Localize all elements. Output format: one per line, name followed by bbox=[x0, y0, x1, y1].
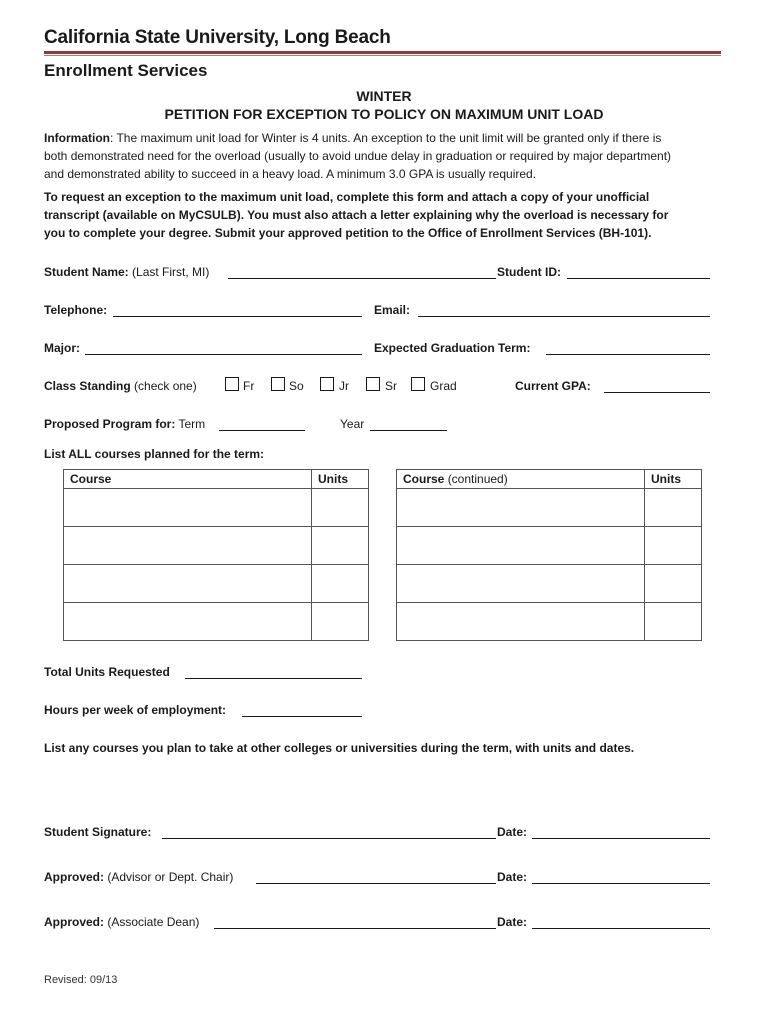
advisor-approval-label-group bbox=[44, 870, 233, 884]
table-row bbox=[397, 565, 702, 603]
student-signature-label: Student Signature: bbox=[44, 825, 152, 839]
table-row bbox=[64, 527, 369, 565]
total-units-label: Total Units Requested bbox=[44, 665, 170, 679]
year-label: Year bbox=[340, 417, 365, 431]
department-name: Enrollment Services bbox=[44, 61, 208, 80]
course-cell[interactable] bbox=[64, 527, 312, 565]
units-cell[interactable] bbox=[312, 603, 369, 641]
student-id-label: Student ID: bbox=[497, 265, 561, 279]
standing-sr-checkbox[interactable] bbox=[366, 377, 380, 391]
other-courses-area[interactable] bbox=[44, 760, 710, 810]
course-cell[interactable] bbox=[64, 489, 312, 527]
student-date-label: Date: bbox=[497, 825, 528, 839]
courses-table-right bbox=[396, 469, 702, 641]
table-row bbox=[397, 603, 702, 641]
email-field[interactable] bbox=[418, 303, 710, 317]
units-cell[interactable] bbox=[645, 565, 702, 603]
information-label: Information bbox=[44, 131, 110, 145]
student-id-field[interactable] bbox=[567, 265, 710, 279]
course-cell[interactable] bbox=[397, 603, 645, 641]
information-line-2: both demonstrated need for the overload (usually to avoid undue delay in graduation or required by major department) bbox=[44, 149, 672, 163]
units-cell[interactable] bbox=[312, 489, 369, 527]
units-cell[interactable] bbox=[645, 527, 702, 565]
major-field[interactable] bbox=[85, 341, 362, 355]
student-signature-field[interactable] bbox=[162, 825, 496, 839]
course-column-header: Course bbox=[64, 470, 312, 489]
instructions-paragraph bbox=[44, 188, 724, 242]
telephone-label: Telephone: bbox=[44, 303, 108, 317]
revised-date: Revised: 09/13 bbox=[44, 974, 118, 986]
course-continued-hint: (continued) bbox=[447, 472, 508, 486]
student-name-hint: (Last First, MI) bbox=[132, 265, 210, 279]
student-date-field[interactable] bbox=[532, 825, 710, 839]
class-standing-label-group bbox=[44, 379, 197, 393]
course-continued-label: Course bbox=[403, 472, 445, 486]
grad-term-field[interactable] bbox=[546, 341, 710, 355]
dean-date-field[interactable] bbox=[532, 915, 710, 929]
advisor-approved-label: Approved: bbox=[44, 870, 104, 884]
instructions-line-2: transcript (available on MyCSULB). You must also attach a letter explaining why the overload is necessary for bbox=[44, 208, 669, 222]
advisor-date-label: Date: bbox=[497, 870, 528, 884]
term-label: Term bbox=[178, 417, 206, 431]
standing-jr-label: Jr bbox=[339, 379, 349, 393]
university-name: California State University, Long Beach bbox=[44, 27, 391, 48]
standing-so-label: So bbox=[289, 379, 304, 393]
units-cell[interactable] bbox=[312, 565, 369, 603]
table-row bbox=[64, 489, 369, 527]
units-cell[interactable] bbox=[645, 603, 702, 641]
units-cell[interactable] bbox=[645, 489, 702, 527]
standing-so-checkbox[interactable] bbox=[271, 377, 285, 391]
form-term: WINTER bbox=[356, 88, 412, 104]
dean-signature-field[interactable] bbox=[214, 915, 496, 929]
standing-fr-checkbox[interactable] bbox=[225, 377, 239, 391]
class-standing-hint: (check one) bbox=[134, 379, 197, 393]
grad-term-label: Expected Graduation Term: bbox=[374, 341, 531, 355]
table-row bbox=[64, 565, 369, 603]
units-cell[interactable] bbox=[312, 527, 369, 565]
units-column-header: Units bbox=[312, 470, 369, 489]
course-cell[interactable] bbox=[397, 565, 645, 603]
course-cell[interactable] bbox=[397, 527, 645, 565]
student-name-label: Student Name: bbox=[44, 265, 129, 279]
information-paragraph bbox=[44, 129, 724, 183]
table-row bbox=[397, 489, 702, 527]
standing-grad-label: Grad bbox=[430, 379, 457, 393]
table-row bbox=[397, 527, 702, 565]
standing-sr-label: Sr bbox=[385, 379, 397, 393]
hours-employment-field[interactable] bbox=[242, 703, 362, 717]
instructions-line-3: you to complete your degree. Submit your approved petition to the Office of Enrollment Services (BH-101). bbox=[44, 226, 652, 240]
advisor-date-field[interactable] bbox=[532, 870, 710, 884]
units-column-header-2: Units bbox=[645, 470, 702, 489]
gpa-label: Current GPA: bbox=[515, 379, 591, 393]
advisor-hint: (Advisor or Dept. Chair) bbox=[107, 870, 234, 884]
courses-list-label: List ALL courses planned for the term: bbox=[44, 447, 265, 461]
course-cell[interactable] bbox=[397, 489, 645, 527]
table-header-row bbox=[64, 470, 369, 489]
course-continued-column-header bbox=[397, 470, 645, 489]
instructions-line-1: To request an exception to the maximum unit load, complete this form and attach a copy of your unofficial bbox=[44, 190, 650, 204]
email-label: Email: bbox=[374, 303, 411, 317]
term-field[interactable] bbox=[219, 417, 305, 431]
year-field[interactable] bbox=[370, 417, 447, 431]
standing-grad-checkbox[interactable] bbox=[411, 377, 425, 391]
hours-employment-label: Hours per week of employment: bbox=[44, 703, 227, 717]
dean-date-label: Date: bbox=[497, 915, 528, 929]
dean-hint: (Associate Dean) bbox=[107, 915, 200, 929]
information-line-1: : The maximum unit load for Winter is 4 units. An exception to the unit limit will be granted only if there is bbox=[110, 131, 662, 145]
telephone-field[interactable] bbox=[113, 303, 362, 317]
other-courses-label: List any courses you plan to take at other colleges or universities during the term, with units and dates. bbox=[44, 741, 635, 755]
standing-jr-checkbox[interactable] bbox=[320, 377, 334, 391]
major-label: Major: bbox=[44, 341, 80, 355]
total-units-field[interactable] bbox=[185, 665, 362, 679]
information-line-3: and demonstrated ability to succeed in a heavy load. A minimum 3.0 GPA is usually required. bbox=[44, 167, 537, 181]
header-rule bbox=[44, 51, 721, 54]
advisor-signature-field[interactable] bbox=[256, 870, 496, 884]
dean-approval-label-group bbox=[44, 915, 199, 929]
dean-approved-label: Approved: bbox=[44, 915, 104, 929]
course-cell[interactable] bbox=[64, 565, 312, 603]
courses-table-left bbox=[63, 469, 369, 641]
student-name-label-group bbox=[44, 265, 209, 279]
standing-fr-label: Fr bbox=[243, 379, 255, 393]
table-row bbox=[64, 603, 369, 641]
form-title: PETITION FOR EXCEPTION TO POLICY ON MAXIMUM UNIT LOAD bbox=[164, 106, 604, 122]
gpa-field[interactable] bbox=[604, 379, 710, 393]
header-rule-thin bbox=[44, 55, 721, 56]
course-cell[interactable] bbox=[64, 603, 312, 641]
table-header-row bbox=[397, 470, 702, 489]
program-label-group bbox=[44, 417, 205, 431]
class-standing-label: Class Standing bbox=[44, 379, 131, 393]
student-name-field[interactable] bbox=[228, 265, 496, 279]
program-label: Proposed Program for: bbox=[44, 417, 176, 431]
